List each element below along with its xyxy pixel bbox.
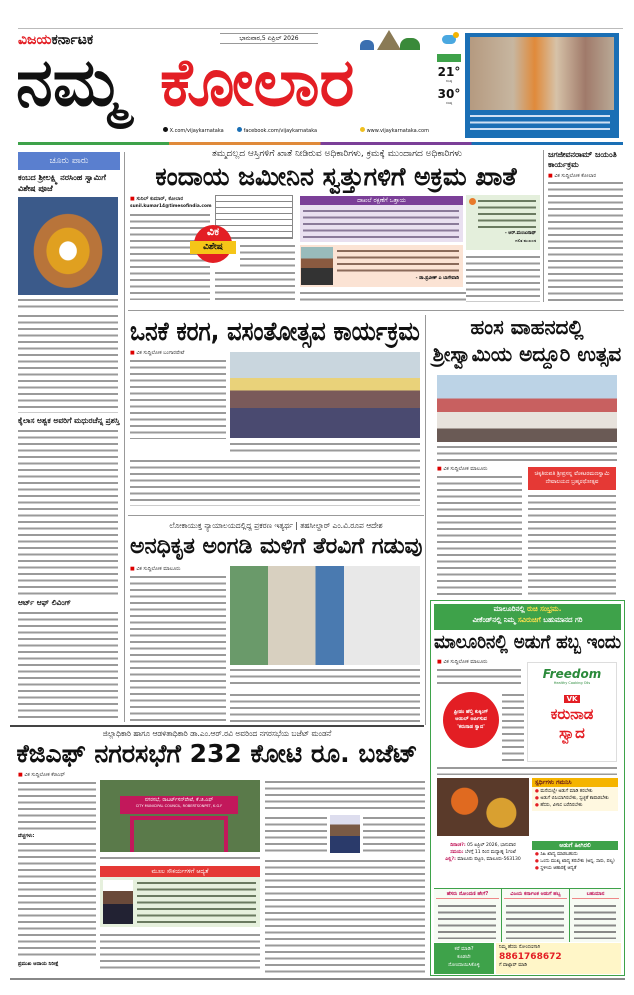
notice-item-text: ಅಡುಗೆ ಬಿಸಿಯಾಗಿರಬೇಕು, ಸ್ವಚ್ಛತೆ ಕಾಪಾಡಬೇಕು — [540, 795, 609, 801]
venue-label: ಎಲ್ಲಿ?: — [445, 857, 456, 863]
budget-kicker: ಜಿಲ್ಲಾಧಿಕಾರಿ ಹಾಗೂ ಆಡಳಿತಾಧಿಕಾರಿ ಡಾ.ಎಂ.ಆರ್.ರವಿ ಅವರಿಂದ ನಗರಸಭೆಯ ಬಜೆಟ್ ಮಂಡನೆ — [102, 729, 332, 738]
shops-byline: ■ ವಿಕ ಸುದ್ದಿಲೋಕ ಮಾಲೂರು — [130, 566, 180, 572]
time-label: ಸಮಯ: — [450, 850, 464, 856]
section-header-churu-paru: ಚೂರು ಪಾರು — [18, 152, 120, 170]
green-quote-box — [466, 195, 540, 250]
green-quote-role: ದಲಿತ ಮುಖಂಡ — [515, 238, 536, 243]
karaga-byline: ■ ವಿಕ ಸುದ್ದಿಲೋಕ ಬಂಗಾರಪೇಟೆ — [130, 350, 184, 356]
deputy-commissioner-portrait — [103, 880, 133, 924]
records-demand-box — [300, 196, 463, 242]
hamsa-caption — [437, 444, 617, 463]
masthead-title-red: ಕೋಲಾರ — [160, 44, 355, 121]
karaga-body-col1 — [130, 358, 226, 439]
temp-max-label: ಗರಿಷ್ಠ — [445, 100, 453, 105]
website-link[interactable] — [360, 127, 432, 135]
column-divider — [425, 315, 426, 725]
left-story2-title: ಕೈಲಾಸ ಅಶ್ವಕ ಅವರಿಗೆ ಮಧುರಚೆನ್ನ ಪ್ರಶಸ್ತಿ — [18, 416, 120, 425]
jagjivanram-story — [548, 150, 626, 302]
color-rule — [18, 142, 623, 145]
food-photo — [437, 778, 529, 836]
budget-caption — [100, 855, 260, 863]
cooking-fest-headline: ಮಾಲೂರಿನಲ್ಲಿ ಅಡುಗೆ ಹಬ್ಬ ಇಂದು — [434, 631, 621, 653]
lead-byline: ■ ಸುನಿಲ್ ಕುಮಾರ್, ಕೋಲಾರ — [130, 196, 183, 202]
column-divider — [124, 152, 125, 722]
lead-body-col2a — [240, 243, 295, 267]
hamsa-body-col1 — [437, 474, 522, 598]
hamsa-procession-photo — [437, 375, 617, 442]
lead-email: sunil.kumar14@timesofindia.com — [130, 204, 212, 209]
budget-body-col3a — [265, 779, 425, 812]
info-columns — [434, 888, 621, 942]
records-box-title: ದಾಖಲೆ ರಕ್ಷಣೆಗೆ ಒತ್ತಾಯ — [300, 196, 463, 205]
globe-icon — [360, 127, 365, 132]
cooking-fest-banner — [434, 604, 621, 630]
banner-highlight: ರುಚಿ ಸಂಭ್ರಮ. — [527, 605, 562, 613]
edition-date: ಭಾನುವಾರ,5 ಏಪ್ರಿಲ್ 2026 — [220, 33, 318, 44]
budget-priority-box-title: ಮೂಲ ಸೌಕರ್ಯಗಳಿಗೆ ಆದ್ಯತೆ — [100, 866, 260, 877]
ritual-photo — [470, 37, 614, 110]
left-stories-2-3 — [18, 416, 120, 722]
quote-author: - ಡಾ.ಪ್ರವೀಣ್ ಎ ಬಾಗೇವಾಡಿ — [415, 276, 459, 281]
cooking-fest-body1 — [437, 667, 521, 688]
call-line: ಕೂಡಲೇ — [457, 954, 471, 960]
info-col-body — [506, 903, 564, 939]
vk-logo: VK — [564, 695, 581, 703]
budget-subhead-expenses: ವೆಚ್ಚಗಳು: — [18, 833, 35, 839]
sign-kannada: ನಗರಸಭೆ, ರಾಬರ್ಟ್‌ಸನ್‌ಪೇಟೆ, ಕೆ.ಜಿ.ಎಫ್ — [144, 797, 214, 803]
banner-text: ಬಹುಮಾನದ ಗರಿ — [540, 616, 583, 625]
facebook-icon — [237, 127, 242, 132]
left-story3-title: ಆರ್ಟ್ ಆಫ್ ಲಿವಿಂಗ್ — [18, 597, 72, 607]
hamsa-byline: ■ ವಿಕ ಸುದ್ದಿಲೋಕ ಮಾಲೂರು — [437, 466, 487, 472]
whatsapp-register — [496, 943, 621, 974]
call-line: ಕರೆ ಮಾಡಿ? — [454, 946, 474, 952]
row-divider — [128, 310, 624, 311]
recipe-rules-box — [532, 841, 618, 874]
jagjivanram-headline: ಜಗಜೀವನರಾಮ್ ಜಯಂತಿ ಕಾರ್ಯಕ್ರಮ — [548, 150, 617, 170]
top-rule — [18, 28, 623, 29]
notice-item-text: ಮನೆಯಲ್ಲೇ ಅಡುಗೆ ಮಾಡಿ ತರಬೇಕು — [540, 789, 593, 795]
budget-byline: ■ ವಿಕ ಸುದ್ದಿಲೋಕ ಕೆಜಿಎಫ್ — [18, 772, 65, 778]
cooking-fest-body3 — [437, 765, 617, 775]
recipe-item-text: ಸ್ಥಳೀಯ ಆಹಾರಕ್ಕೆ ಆದ್ಯತೆ — [540, 865, 577, 871]
budget-headline: ಕೆಜಿಎಫ್ ನಗರಸಭೆಗೆ 232 ಕೋಟಿ ರೂ. ಬಜೆಟ್ — [16, 739, 418, 768]
recipe-title: ಅಡುಗೆ ಹೀಗಿರಲಿ — [532, 841, 618, 850]
freedom-logo: Freedom — [542, 667, 602, 681]
social-facebook-text: facebook.com/vijaykarnataka — [243, 128, 318, 134]
notice-item: ● ಅಡುಗೆ ಬಿಸಿಯಾಗಿರಬೇಕು, ಸ್ವಚ್ಛತೆ ಕಾಪಾಡಬೇಕು — [535, 795, 609, 801]
records-box-body — [303, 208, 459, 240]
temp-min: 21° — [437, 65, 461, 79]
vika-vishesha-badge — [190, 225, 236, 265]
temp-max: 30° — [437, 86, 461, 101]
top-photo-box — [465, 33, 619, 138]
info-col-title: ಬಹುಮಾನ — [572, 891, 619, 899]
lead-headline: ಕಂದಾಯ ಜಮೀನಿನ ಸ್ವತ್ತುಗಳಿಗೆ ಅಕ್ರಮ ಖಾತೆ — [155, 162, 517, 191]
row-divider — [128, 515, 424, 516]
budget-body-col1b — [18, 841, 96, 958]
shops-body-col1 — [130, 574, 226, 721]
shops-officials-photo — [230, 566, 420, 665]
jagjivanram-body — [548, 180, 623, 302]
photo-caption — [18, 297, 118, 310]
cloud-sun-icon — [442, 35, 456, 44]
notice-item-text: ಹೆಸರು, ವಿಳಾಸ ಬರೆದಿರಬೇಕು — [540, 802, 583, 808]
info-col-body — [438, 903, 496, 939]
hamsa-body-col2 — [528, 493, 616, 599]
left-story1-title: ಕಂಬದ ಶ್ರೀಲಕ್ಷ್ಮಿ ನರಸಿಂಹ ಸ್ವಾಮಿಗೆ ವಿಶೇಷ ಪೂಜೆ — [18, 173, 106, 193]
recipe-item: ● ಒಂದು ಮುಖ್ಯ ಖಾದ್ಯ ತರಬೇಕು (ಅನ್ನ, ಸಾರು, ಪಲ್ಯ) — [535, 858, 615, 864]
info-col-body — [574, 903, 616, 939]
date-value: 05 ಏಪ್ರಿಲ್ 2026, ಭಾನುವಾರ — [467, 843, 516, 848]
social-facebook-link[interactable] — [237, 127, 322, 135]
budget-body-col3c — [363, 815, 425, 855]
karaga-caption — [230, 441, 420, 454]
budget-body-bottom — [100, 932, 260, 972]
green-quote-author: - ಆರ್.ಮಂಜುನಾಥ್ — [504, 231, 536, 236]
photo-caption — [470, 113, 610, 133]
whatsapp-text: ನಿಮ್ಮ ಹೆಸರು ನೋಂದಣಿಗಾಗಿ — [499, 945, 541, 950]
shops-kicker: ಲೋಕಾಯುಕ್ತ ನ್ಯಾಯಾಲಯದಲ್ಲಿದ್ದ ಪ್ರಕರಣ ಇತ್ಯರ್ಥ | ತಹಸೀಲ್ದಾರ್ ಎಂ.ವಿ.ರೂಪ ಆದೇಶ — [169, 521, 383, 530]
notice-title: ಸ್ಪರ್ಧಿಗಳು ಗಮನಿಸಿ — [532, 778, 618, 787]
budget-body-col3d — [265, 858, 425, 973]
shops-caption — [230, 667, 420, 687]
info-col-title: ಹೆಸರು ನೋಂದಣಿ ಹೇಗೆ? — [436, 891, 499, 899]
call-line: ನೋಂದಾಯಿಸಿಕೊಳ್ಳಿ — [448, 962, 480, 968]
speech-bubble-icon — [469, 198, 476, 205]
karaga-crowd-photo — [230, 352, 420, 438]
hamsa-col2 — [528, 467, 616, 598]
budget-priority-text — [137, 880, 256, 924]
cooking-fest-body2 — [502, 692, 524, 762]
quote-box — [300, 245, 463, 287]
badge-bottom-text: ವಿಶೇಷ — [190, 241, 236, 254]
municipal-council-photo — [100, 780, 260, 852]
budget-priority-box — [100, 877, 260, 927]
recipe-item-text: ಸಿಹಿ ಖಾದ್ಯ ಮಾಡಬಹುದು — [540, 852, 578, 858]
budget-subhead-income: ಪ್ರಮುಖ ಆದಾಯ ನಿರೀಕ್ಷೆ — [18, 961, 59, 967]
website-text: www.vijaykarnataka.com — [366, 128, 429, 134]
budget-body-col1a — [18, 780, 96, 831]
temple-hill-illustration — [355, 30, 425, 50]
notice-item: ● ಹೆಸರು, ವಿಳಾಸ ಬರೆದಿರಬೇಕು — [535, 802, 583, 808]
sponsor-circle: ಫ್ರೀಡಂ ಹೆಲ್ತಿ ಕುಕ್ಕಿಂಗ್ ಆಯಿಲ್ ಅರ್ಪಿಸುವ 'ಕರುನಾಡ ಸ್ವಾದ' — [443, 692, 499, 748]
time-value: ಬೆಳಗ್ಗೆ 11 ರಿಂದ ಮಧ್ಯಾಹ್ನ 1ಗಂಟೆ — [464, 850, 516, 856]
karunada-swada-logo — [527, 662, 617, 762]
notice-item: ● ಮನೆಯಲ್ಲೇ ಅಡುಗೆ ಮಾಡಿ ತರಬೇಕು — [535, 789, 593, 795]
x-icon — [163, 127, 168, 132]
masthead-title-black: ನಮ್ಮ — [16, 44, 125, 121]
brand-red: ವಿಜಯ — [18, 32, 52, 48]
weather-widget — [437, 35, 461, 105]
jagjivanram-byline: ■ ವಿಕ ಸುದ್ದಿಲೋಕ ಕೋಲಾರ — [548, 173, 626, 180]
logo-karunada: ಕರುನಾಡ — [550, 704, 594, 723]
row-divider — [10, 725, 424, 727]
lead-body-col2b — [215, 270, 295, 300]
recipe-item-text: ಒಂದು ಮುಖ್ಯ ಖಾದ್ಯ ತರಬೇಕು (ಅನ್ನ, ಸಾರು, ಪಲ್ಯ) — [540, 858, 615, 864]
left-story2-body — [18, 428, 118, 596]
banner-text: ವೀಕೆಂಡ್‌ನಲ್ಲಿ ನಿಮ್ಮ — [472, 616, 518, 625]
call-to-register — [434, 943, 494, 974]
badge-top-text: ವಿಕ — [206, 225, 220, 238]
brand-black: ಕರ್ನಾಟಕ — [51, 32, 94, 48]
lead-kicker: ತಮ್ಮದಲ್ಲದ ಆಸ್ತಿಗಳಿಗೆ ಖಾತೆ ನೀಡಿರುವ ಅಧಿಕಾರಿಗಳು, ಕ್ರಮಕ್ಕೆ ಮುಂದಾಗದ ಅಧಿಕಾರಿಗಳು — [211, 149, 462, 159]
recipe-item: ● ಸ್ಥಳೀಯ ಆಹಾರಕ್ಕೆ ಆದ್ಯತೆ — [535, 865, 577, 871]
contestant-notice-box — [532, 778, 618, 811]
info-col-title: ವಿಜಯ ಕರ್ನಾಟಕ ಅಡುಗೆ ಹಬ್ಬ — [504, 891, 567, 899]
karaga-body-bottom — [130, 458, 420, 506]
brahmarathotsava-box: ಚಿಕ್ಕತಿರುಪತಿ ಶ್ರೀಪ್ರಸನ್ನ ವೆಂಕಟರಮಣಸ್ವಾಮಿ ದೇವಾಲಯದ ಬ್ರಹ್ಮರಥೋತ್ಸವ — [528, 467, 616, 490]
shops-body-bottom — [230, 692, 420, 722]
deity-photo — [18, 197, 118, 295]
hamsa-headline-line1: ಹಂಸ ವಾಹನದಲ್ಲಿ — [470, 315, 584, 339]
recipe-item: ● ಸಿಹಿ ಖಾದ್ಯ ಮಾಡಬಹುದು — [535, 852, 578, 858]
date-label: ದಿನಾಂಕ?: — [450, 843, 466, 848]
freedom-tagline: Healthy Cooking Oils — [553, 681, 591, 686]
commissioner-portrait — [330, 815, 360, 853]
budget-body-col3b — [265, 815, 327, 855]
bottom-rule — [10, 978, 625, 980]
green-quote-text — [478, 198, 536, 228]
hamsa-headline-line2: ಶ್ರೀಸ್ವಾಮಿಯ ಅದ್ದೂರಿ ಉತ್ಸವ — [432, 342, 622, 366]
temp-min-label: ಕನಿಷ್ಠ — [446, 79, 452, 84]
banner-text: ಮಾಲೂರಿನಲ್ಲಿ — [493, 605, 528, 613]
lead-body-col5 — [466, 254, 540, 302]
quote-text — [337, 248, 459, 272]
left-story1-body — [18, 313, 118, 413]
logo-swada: ಸ್ವಾದ — [559, 723, 585, 742]
column-divider — [543, 150, 544, 302]
social-x-text: X.com/vijaykarnataka — [169, 128, 224, 134]
whatsapp-phone-number[interactable]: 8861768672 — [499, 951, 562, 962]
whatsapp-text: ಗೆ ವಾಟ್ಸಾಪ್ ಮಾಡಿ — [499, 962, 527, 968]
event-details — [437, 842, 529, 864]
weather-label-bar — [437, 54, 461, 62]
karaga-headline: ಒನಕೆ ಕರಗ, ವಸಂತೋತ್ಸವ ಕಾರ್ಯಕ್ರಮ — [130, 317, 420, 347]
left-story3-body — [18, 610, 118, 722]
shops-headline: ಅನಧಿಕೃತ ಅಂಗಡಿ ಮಳಿಗೆ ತೆರವಿಗೆ ಗಡುವು — [130, 534, 423, 559]
venue-value: ಮಾಲೂರು ಪಟ್ಟಣ, ಮಾಲೂರು-563130 — [457, 857, 521, 863]
cooking-fest-byline: ■ ವಿಕ ಸುದ್ದಿಲೋಕ ಮಾಲೂರು — [437, 659, 487, 665]
sign-english: CITY MUNICIPAL COUNCIL, ROBERTSONPET, K.G.F — [135, 803, 223, 808]
social-x-link[interactable] — [163, 127, 233, 135]
official-portrait — [301, 247, 333, 285]
left-story1 — [18, 173, 120, 295]
banner-highlight: ಸವಿರುಚಿಗೆ — [517, 616, 541, 625]
